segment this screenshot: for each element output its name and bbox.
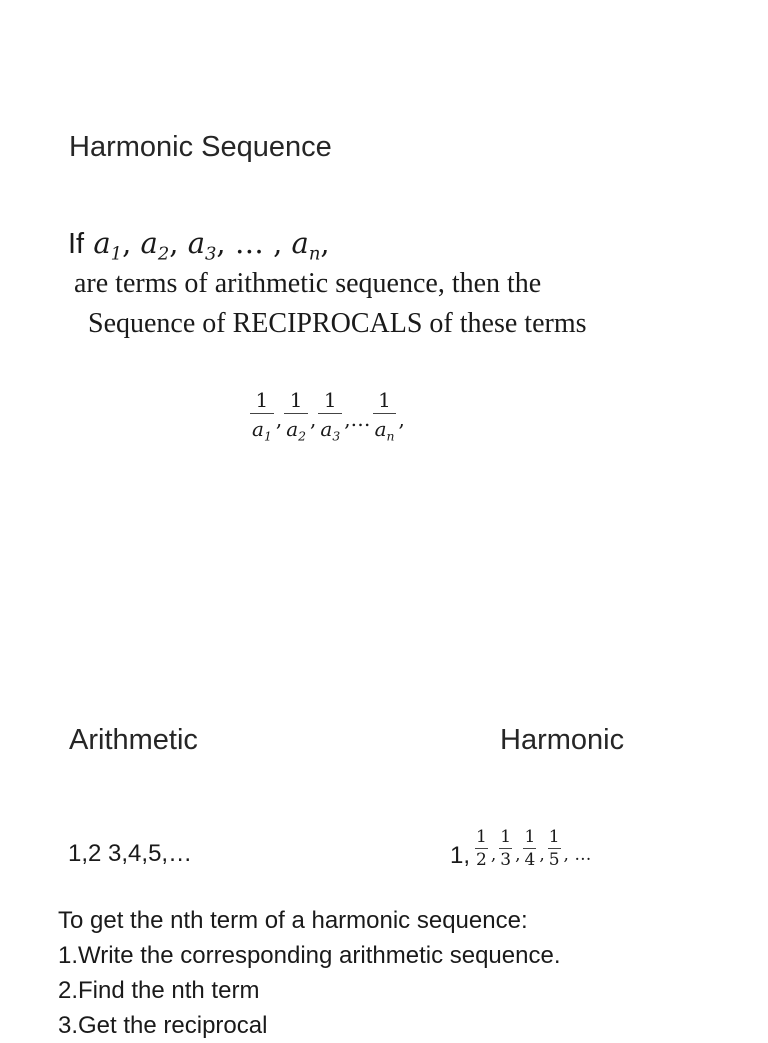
- term-an: $a_n$,: [291, 226, 330, 265]
- term-a1: $a_1$,: [93, 226, 132, 265]
- reciprocal-n: $\frac{1}{a_n}$: [374, 388, 395, 444]
- definition-terms-line: [68, 226, 330, 265]
- step-3: 3.Get the reciprocal: [58, 1012, 268, 1039]
- arithmetic-heading: Arithmetic: [69, 724, 198, 756]
- harmonic-fraction: $\frac{1}{4}$: [524, 827, 536, 870]
- harmonic-fraction: $\frac{1}{5}$: [548, 827, 560, 870]
- harmonic-fraction: $\frac{1}{3}$: [500, 827, 512, 870]
- reciprocal-3: $\frac{1}{a_3}$: [320, 388, 341, 444]
- reciprocal-sequence: $\frac{1}{a_1}$ , $\frac{1}{a_2}$ , $\frac{1}{a_3}$ ,… $\frac{1}{a_n}$ ,: [252, 388, 405, 444]
- steps-list: [58, 903, 561, 1043]
- step-1: 1.Write the corresponding arithmetic sequence.: [58, 942, 561, 969]
- steps-intro: To get the nth term of a harmonic sequence:: [58, 907, 528, 934]
- page-title: Harmonic Sequence: [69, 131, 332, 163]
- arithmetic-example: 1,2 3,4,5,…: [68, 840, 193, 867]
- harmonic-heading: Harmonic: [500, 724, 625, 756]
- definition-line-2: are terms of arithmetic sequence, then the: [74, 268, 542, 299]
- reciprocal-1: $\frac{1}{a_1}$: [252, 388, 272, 444]
- harmonic-fractions: $\frac{1}{2}$ , $\frac{1}{3}$ , $\frac{1}{4}$ , $\frac{1}{5}$ , …: [476, 827, 592, 870]
- term-a3: $a_3$, … ,: [187, 226, 283, 265]
- harmonic-example: [450, 828, 593, 870]
- step-2: 2.Find the nth term: [58, 977, 260, 1004]
- harmonic-fraction: $\frac{1}{2}$: [476, 827, 487, 870]
- reciprocal-2: $\frac{1}{a_2}$: [286, 388, 307, 444]
- definition-line-3: Sequence of RECIPROCALS of these terms: [88, 308, 587, 339]
- harmonic-first-term: 1,: [450, 842, 471, 869]
- term-a2: $a_2$,: [140, 226, 179, 265]
- if-word: If: [68, 228, 85, 260]
